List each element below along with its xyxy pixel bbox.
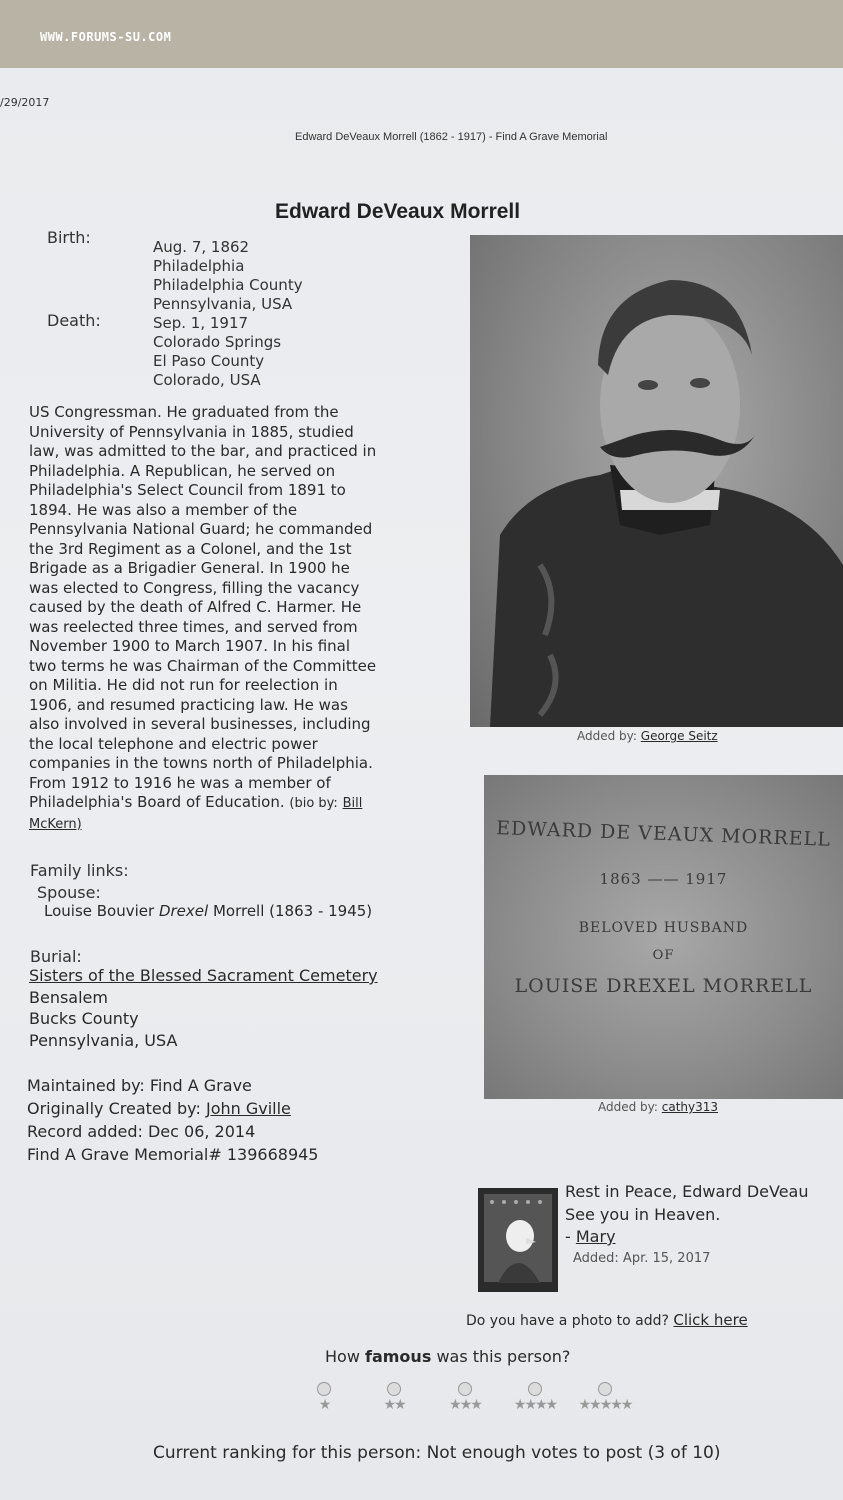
bio-line [29, 793, 451, 814]
bio-line: was elected to Congress, filling the vacancy [29, 578, 360, 597]
bio-line: Brigade as a Brigadier General. In 1900 he [29, 559, 350, 577]
birth-details [153, 238, 303, 314]
rating-stars-5: ★★★★★ [578, 1397, 632, 1413]
bio-line: caused by the death of Alfred C. Harmer. He [29, 598, 362, 616]
bio-line: was reelected three times, and served from [29, 617, 358, 636]
famous-pre: How [325, 1347, 360, 1366]
bio-line: the 3rd Regiment as a Colonel, and the 1st [29, 539, 352, 558]
famous-question [325, 1347, 570, 1366]
biography [29, 403, 451, 834]
rating-stars-1: ★ [318, 1397, 330, 1413]
headstone-caption [598, 1100, 718, 1114]
death-date: Sep. 1, 1917 [153, 314, 249, 332]
rating-stars-2: ★★ [383, 1397, 405, 1413]
creator-link[interactable]: John Gville [205, 1099, 291, 1118]
bio-line: Pennsylvania National Guard; he commanded [29, 520, 373, 538]
created-by-label: Originally Created by: [27, 1099, 201, 1118]
portrait-caption [577, 729, 718, 743]
birth-state: Pennsylvania, USA [153, 295, 293, 313]
birth-county: Philadelphia County [153, 276, 303, 294]
memorial-dash: - [565, 1227, 571, 1246]
photo-prompt-text: Do you have a photo to add? [466, 1313, 669, 1329]
bio-line: University of Pennsylvania in 1885, studied [29, 422, 354, 441]
bio-line: November 1900 to March 1907. In his final [29, 637, 351, 655]
bio-by-label: (bio by: [289, 796, 338, 811]
eagle-flag-icon [478, 1188, 558, 1292]
headstone-added-label: Added by: [598, 1100, 658, 1114]
spouse-entry[interactable] [44, 901, 372, 923]
photo-add-link[interactable]: Click here [673, 1311, 748, 1329]
rating-option-3[interactable] [443, 1382, 487, 1413]
stone-line-3: BELOVED HUSBAND [578, 920, 749, 936]
rating-radio-1[interactable] [317, 1382, 331, 1396]
record-added: Record added: Dec 06, 2014 [27, 1122, 256, 1141]
record-info [27, 1074, 318, 1166]
memorial-added-date: Added: Apr. 15, 2017 [573, 1251, 711, 1266]
watermark: WWW.FORUMS-SU.COM [40, 30, 172, 44]
bio-line: on Militia. He did not run for reelection in [29, 676, 338, 694]
person-name: Edward DeVeaux Morrell [275, 200, 521, 223]
rating-option-2[interactable] [378, 1382, 410, 1413]
death-label: Death: [47, 311, 101, 330]
cemetery-link[interactable]: Sisters of the Blessed Sacrament Cemetery [29, 966, 378, 985]
spouse-maiden-name: Drexel [158, 902, 209, 920]
birth-city: Philadelphia [153, 257, 245, 275]
bio-last-line: Philadelphia's Board of Education. [29, 793, 285, 811]
rating-option-1[interactable] [310, 1382, 338, 1413]
burial-county: Bucks County [29, 1009, 139, 1028]
rating-radio-3[interactable] [458, 1382, 472, 1396]
burial-state: Pennsylvania, USA [29, 1030, 178, 1050]
birth-date: Aug. 7, 1862 [153, 238, 250, 256]
rating-radio-4[interactable] [528, 1382, 542, 1396]
memorial-number: Find A Grave Memorial# 139668945 [27, 1145, 319, 1164]
rating-option-4[interactable] [506, 1382, 564, 1413]
portrait-added-label: Added by: [577, 729, 637, 743]
bio-line: companies in the towns north of Philadelphia. [29, 754, 373, 772]
print-date: /29/2017 [0, 96, 50, 109]
bio-line: US Congressman. He graduated from the [29, 403, 339, 421]
page-header-title: Edward DeVeaux Morrell (1862 - 1917) - Find A Grave Memorial [295, 131, 608, 143]
bio-line: From 1912 to 1916 he was a member of [29, 773, 331, 792]
death-state: Colorado, USA [153, 371, 261, 389]
bio-author-link[interactable]: Bill [342, 796, 363, 811]
rating-option-5[interactable] [570, 1382, 640, 1413]
current-ranking: Current ranking for this person: Not enough votes to post (3 of 10) [153, 1443, 721, 1463]
maintained-by: Maintained by: Find A Grave [27, 1076, 252, 1095]
memorial-note-line1: Rest in Peace, Edward DeVeau [565, 1182, 809, 1201]
rating-radio-2[interactable] [387, 1382, 401, 1396]
death-county: El Paso County [153, 352, 265, 370]
spouse-rest: Morrell (1863 - 1945) [212, 902, 373, 920]
memorial-note-line2: See you in Heaven. [565, 1205, 721, 1224]
rating-stars-4: ★★★★ [513, 1397, 557, 1413]
biography-lines [29, 403, 451, 834]
bio-line: 1894. He was also a member of the [29, 500, 298, 519]
portrait-illustration [470, 235, 843, 727]
headstone-photo[interactable] [484, 775, 843, 1099]
spouse-first-name: Louise Bouvier [44, 902, 155, 920]
famous-bold: famous [365, 1347, 432, 1366]
photo-prompt [466, 1311, 748, 1329]
stone-line-4: OF [652, 948, 675, 963]
rating-stars-3: ★★★ [449, 1397, 481, 1413]
birth-label: Birth: [47, 228, 91, 247]
burial-title: Burial: [30, 947, 82, 966]
bio-line: Philadelphia's Select Council from 1891 to [29, 481, 346, 499]
death-details [153, 314, 281, 390]
bio-line: two terms he was Chairman of the Committee [29, 656, 377, 675]
stone-line-1: EDWARD DE VEAUX MORRELL [495, 817, 832, 851]
portrait-photo[interactable] [470, 235, 843, 727]
family-links-title: Family links: [30, 861, 129, 880]
rating-radio-5[interactable] [598, 1382, 612, 1396]
created-by-row [27, 1097, 318, 1120]
memorial-flower-image [478, 1188, 558, 1292]
bio-author-link-cont[interactable]: McKern) [29, 816, 82, 832]
burial-city: Bensalem [29, 987, 108, 1007]
portrait-contributor-link[interactable]: George Seitz [640, 729, 718, 743]
death-city: Colorado Springs [153, 333, 282, 351]
bio-line: also involved in several businesses, including [29, 715, 371, 733]
headstone-contributor-link[interactable]: cathy313 [661, 1100, 719, 1114]
bio-line: 1906, and resumed practicing law. He was [29, 695, 348, 714]
stone-line-5: LOUISE DREXEL MORRELL [514, 975, 813, 997]
burial-details [29, 965, 378, 1051]
famous-post: was this person? [436, 1347, 571, 1366]
stone-line-2: 1863 —— 1917 [599, 870, 728, 888]
bio-line: the local telephone and electric power [29, 734, 318, 753]
bio-line: law, was admitted to the bar, and practiced in [29, 442, 377, 460]
memorial-note-author-row [565, 1227, 616, 1246]
spouse-label: Spouse: [37, 883, 101, 902]
bio-line [29, 814, 451, 835]
fame-rating-options [310, 1382, 650, 1422]
memorial-author-link[interactable]: Mary [575, 1227, 616, 1246]
bio-line: Philadelphia. A Republican, he served on [29, 461, 336, 480]
